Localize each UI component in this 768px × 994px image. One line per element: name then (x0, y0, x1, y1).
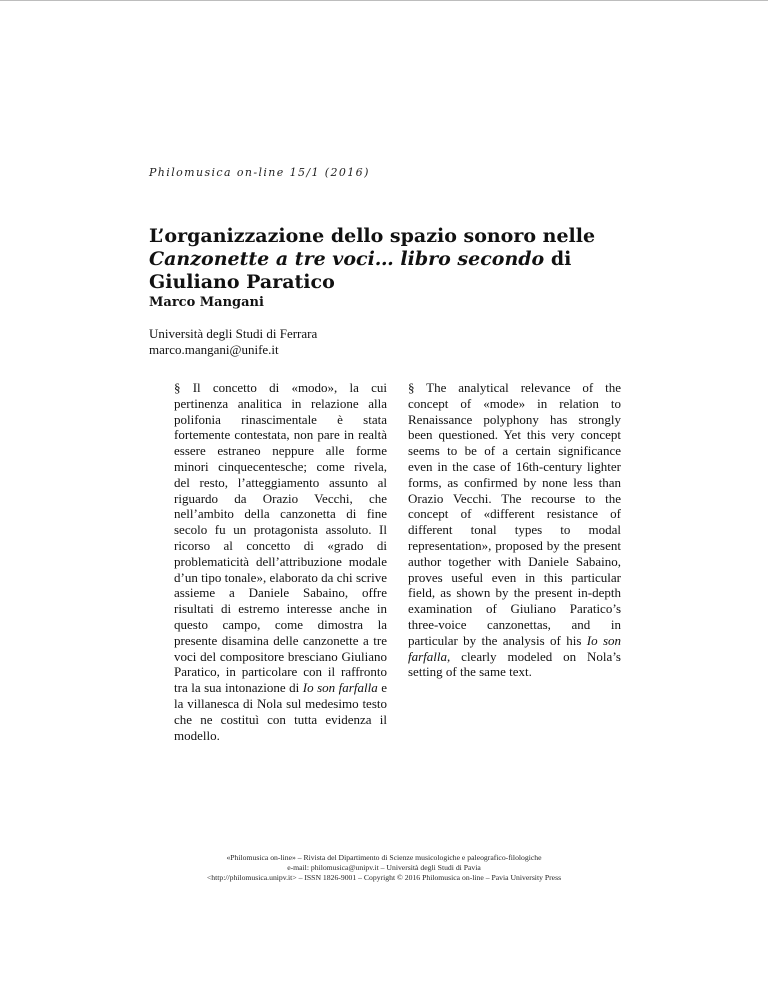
affiliation: Università degli Studi di Ferrara (149, 326, 318, 341)
abstract-it-text-end: e la villanesca di Nola sul medesimo testo che ne costituì con tutta evidenza il modello. (174, 680, 387, 743)
footer-line-2: e-mail: philomusica@unipv.it – Università degli Studi di Pavia (287, 862, 481, 872)
author-email[interactable]: marco.mangani@unife.it (149, 342, 279, 357)
author-affiliation-block (149, 326, 317, 358)
abstract-en-italic: Io son farfalla (408, 632, 621, 664)
footer-line-1: «Philomusica on-line» – Rivista del Dipartimento di Scienze musicologiche e paleografico-filologiche (226, 853, 542, 862)
title-line-2-tail: di (544, 248, 572, 270)
article-title (149, 225, 629, 294)
footer-line-3: <http://philomusica.unipv.it> – ISSN 1826-9001 – Copyright © 2016 Philomusica on-line – Pavia University Press (206, 872, 562, 882)
author-name: Marco Mangani (149, 295, 264, 310)
journal-header: Philomusica on-line 15/1 (2016) (149, 166, 370, 179)
page-footer (100, 853, 668, 882)
title-italic-work: Canzonette a tre voci… libro secondo (149, 248, 545, 270)
title-line-2 (149, 248, 629, 271)
abstract-english (408, 380, 621, 680)
abstract-en-text: § The analytical relevance of the concept of «mode» in relation to Renaissance polyphony has strongly been questioned. Yet this very concept seems to be of a certain significance even in the case of 16th-century lighter forms, as confirmed by none less than Orazio Vecchi. The recourse to the concept of «different resistance of different tonal types to modal representation», proposed by the present author together with Daniele Sabaino, proves useful even in this particular field, as shown by the present in-depth examination of Giuliano Paratico’s three-voice canzonettas, and in particular by the analysis of his (408, 380, 621, 648)
abstract-en-text-end: , clearly modeled on Nola’s setting of the same text. (408, 648, 621, 680)
abstract-italian (174, 380, 387, 743)
top-border-line (0, 0, 768, 1)
abstract-it-italic: Io son farfalla (302, 680, 378, 696)
title-line-3: Giuliano Paratico (149, 271, 335, 293)
abstract-it-text: § Il concetto di «modo», la cui pertinenza analitica in relazione alla polifonia rinascimentale è stata fortemente contestata, non pare in realtà essere estraneo neppure alle forme minori cinquecentesche; come rivela, del resto, l’atteggiamento assunto al riguardo da Orazio Vecchi, che nell’ambito della canzonetta di fine secolo fu un protagonista assoluto. Il ricorso al concetto di «grado di problematicità dell’attribuzione modale d’un tipo tonale», elaborato da chi scrive assieme a Daniele Sabaino, offre risultati di estremo interesse anche in questo campo, come dimostra la presente disamina delle canzonette a tre voci del compositore bresciano Giuliano Paratico, in particolare con il raffronto tra la sua intonazione di (174, 380, 387, 696)
title-line-1: L’organizzazione dello spazio sonoro nelle (149, 225, 596, 247)
